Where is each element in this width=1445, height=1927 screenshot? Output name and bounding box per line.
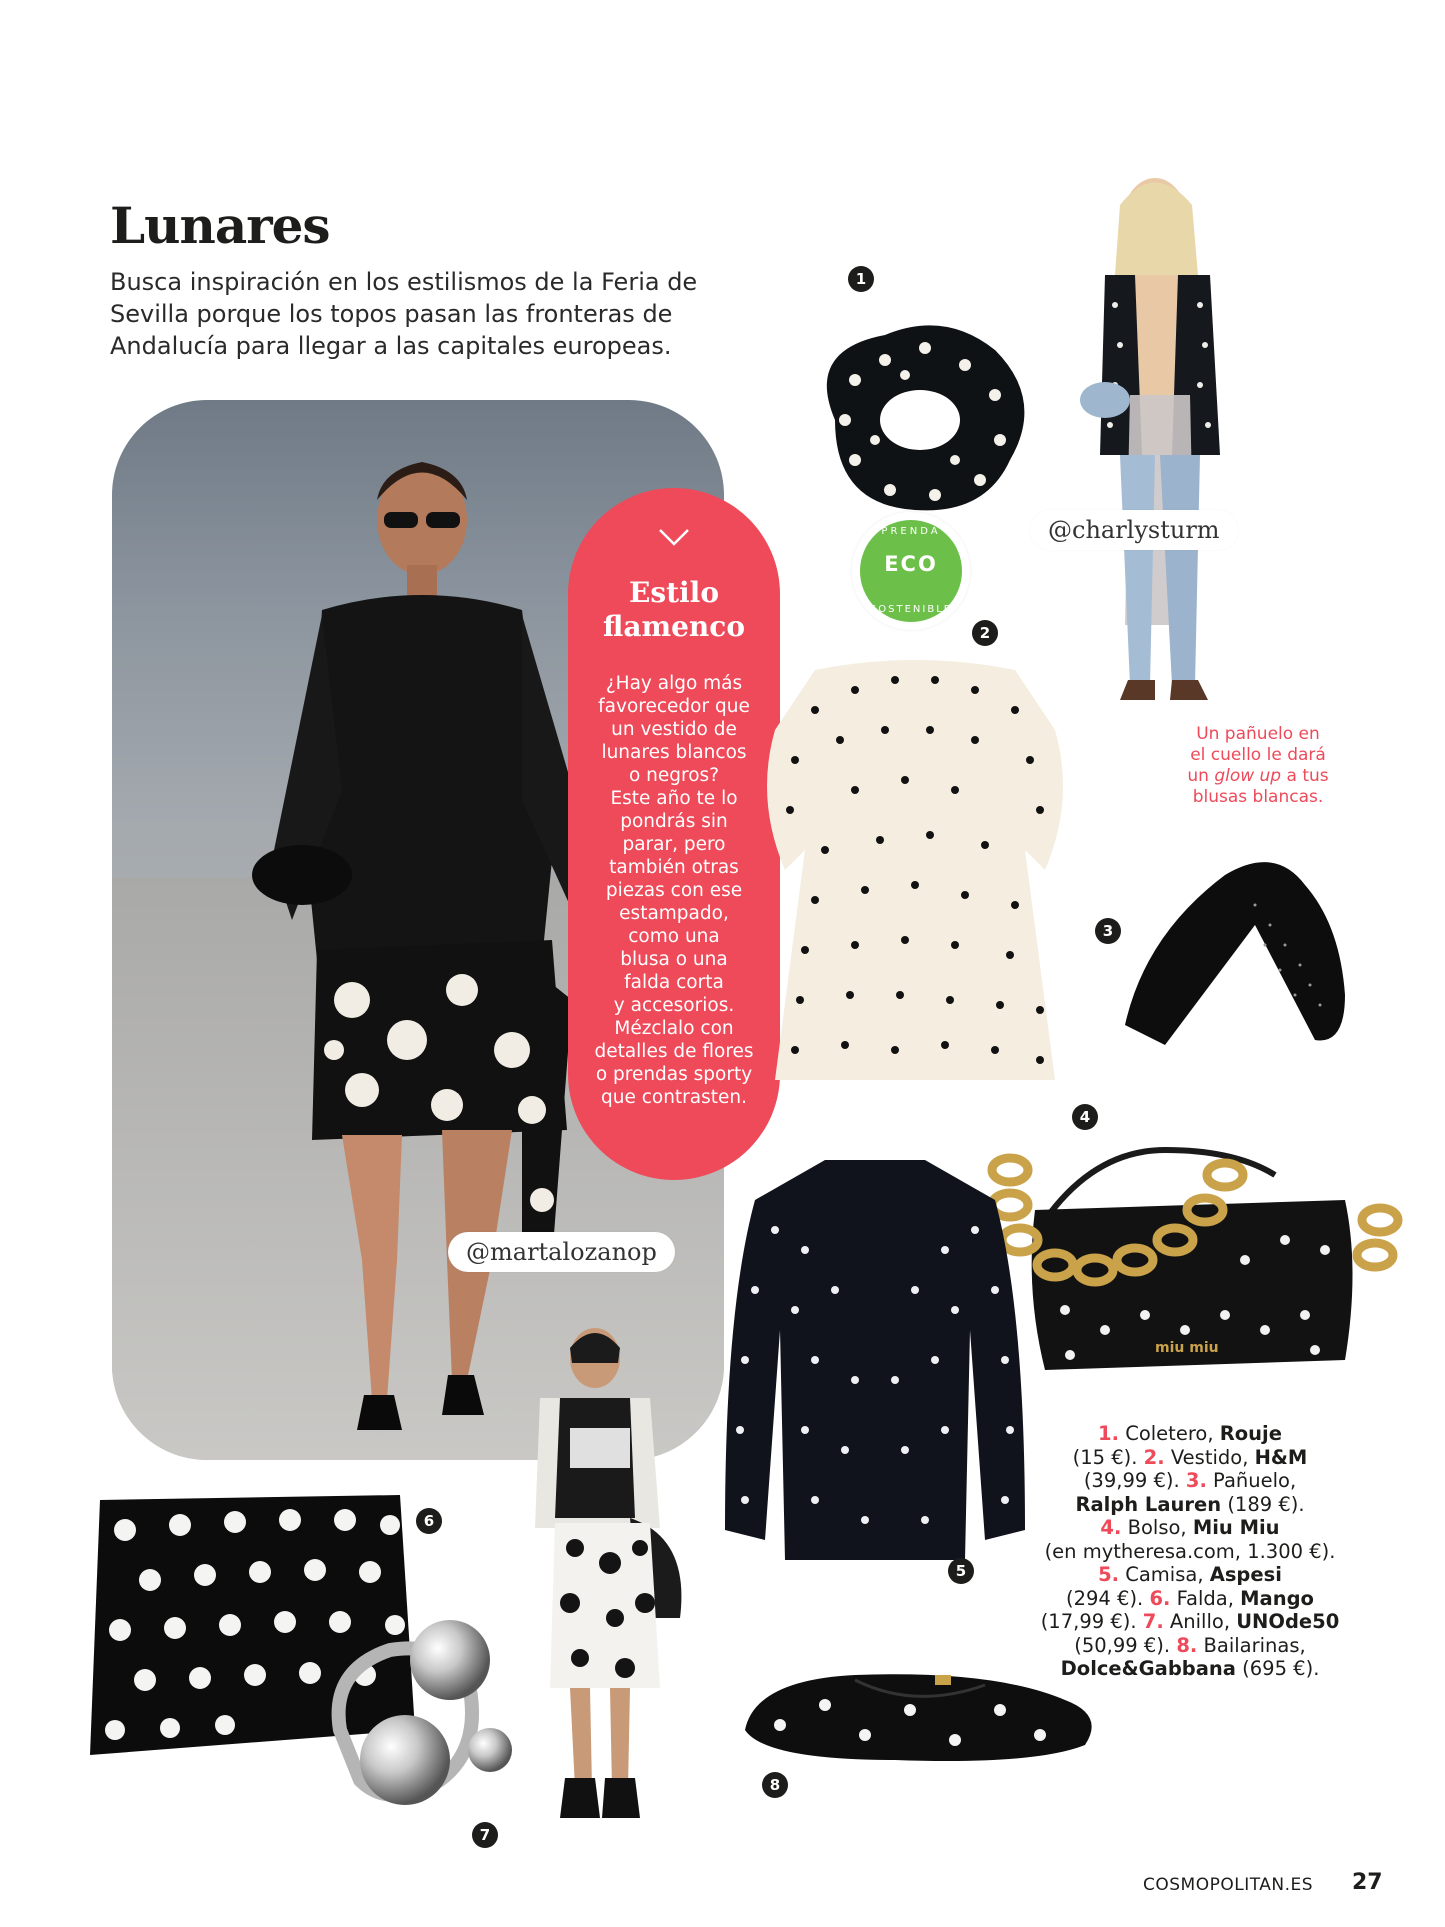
polka-dot-dress-image: [755, 650, 1075, 1090]
credit-text: Bolso,: [1121, 1516, 1193, 1539]
intro-line: Andalucía para llegar a las capitales europeas.: [110, 332, 672, 360]
credit-brand: Dolce&Gabbana: [1060, 1657, 1236, 1680]
sidebar-title-line: flamenco: [602, 610, 746, 643]
polka-dot-ballet-flats-image: [735, 1660, 1105, 1770]
eco-arc-bottom: SOSTENIBLE: [869, 604, 953, 615]
sidebar-line: Este año te lo: [610, 788, 738, 809]
credit-brand: Aspesi: [1209, 1563, 1282, 1586]
credit-number: 5.: [1098, 1563, 1120, 1586]
sidebar-line: parar, pero: [622, 834, 726, 855]
credit-number: 6.: [1149, 1586, 1171, 1610]
credit-number: 2.: [1143, 1445, 1165, 1469]
tip-text: [1174, 724, 1342, 808]
sidebar-body: [578, 672, 770, 1109]
polka-dot-scarf-image: [1105, 845, 1355, 1050]
sidebar-line: lunares blancos: [601, 742, 747, 763]
credit-text: (50,99 €).: [1074, 1633, 1177, 1657]
item-number-6: 6: [416, 1508, 442, 1534]
credit-number: 1.: [1098, 1422, 1120, 1445]
credits-line: [1030, 1563, 1350, 1587]
sidebar-line: un vestido de: [611, 719, 737, 740]
tip-line: blusas blancas.: [1192, 787, 1324, 807]
sidebar-line: blusa o una: [620, 949, 728, 970]
credit-text: Vestido,: [1164, 1445, 1255, 1469]
street-style-woman-photo: [500, 1318, 730, 1828]
sidebar-line: pondrás sin: [620, 811, 728, 832]
page-title: Lunares: [110, 196, 330, 255]
credit-number: 4.: [1100, 1516, 1122, 1539]
credits-line: [1030, 1540, 1350, 1564]
item-number-3: 3: [1095, 918, 1121, 944]
credit-text: (695 €).: [1235, 1657, 1320, 1680]
sidebar-line: que contrasten.: [600, 1087, 748, 1108]
page-number: 27: [1352, 1870, 1383, 1895]
polka-dot-blouse-image: [715, 1150, 1035, 1570]
credit-text: Bailarinas,: [1197, 1633, 1306, 1657]
handle-martalozanop: @martalozanop: [448, 1232, 675, 1272]
item-number-4: 4: [1072, 1104, 1098, 1130]
tip-line: Un pañuelo en: [1196, 724, 1320, 744]
sidebar-line: favorecedor que: [598, 696, 750, 717]
tip-text-part: un: [1187, 766, 1215, 786]
intro-line: Sevilla porque los topos pasan las fronteras de: [110, 300, 673, 328]
credit-text: (39,99 €).: [1083, 1469, 1186, 1492]
credits-line: [1030, 1469, 1350, 1493]
credits-line: [1030, 1634, 1350, 1658]
polka-dot-scrunchie-image: [795, 310, 1045, 530]
credit-brand: Rouje: [1219, 1422, 1282, 1445]
credit-text: (17,99 €).: [1040, 1610, 1143, 1633]
item-number-7: 7: [472, 1822, 498, 1848]
sidebar-line: piezas con ese: [605, 880, 743, 901]
credits-line: [1030, 1446, 1350, 1470]
product-credits: [1030, 1422, 1350, 1681]
sidebar-line: como una: [628, 926, 720, 947]
intro-text: [110, 266, 710, 362]
footer-site: COSMOPOLITAN.ES: [1143, 1875, 1314, 1895]
tip-text-part: a tus: [1281, 766, 1329, 786]
item-number-8: 8: [762, 1772, 788, 1798]
chevron-down-icon: [658, 528, 690, 548]
sidebar-line: también otras: [609, 857, 739, 878]
credit-text: (en mytheresa.com, 1.300 €).: [1044, 1539, 1336, 1563]
credit-text: (189 €).: [1221, 1492, 1305, 1516]
tip-line: [1174, 766, 1342, 787]
credit-brand: Miu Miu: [1192, 1516, 1280, 1539]
credit-text: Pañuelo,: [1206, 1469, 1297, 1492]
credit-text: Camisa,: [1119, 1563, 1210, 1586]
credit-brand: Ralph Lauren: [1075, 1492, 1222, 1516]
credit-text: (294 €).: [1066, 1586, 1150, 1610]
sidebar-line: detalles de flores: [594, 1041, 754, 1062]
sidebar-line: y accesorios.: [613, 995, 735, 1016]
sidebar-line: falda corta: [624, 972, 724, 993]
credit-brand: Mango: [1240, 1586, 1314, 1610]
silver-sphere-ring-image: [300, 1610, 530, 1840]
credits-line: [1030, 1422, 1350, 1446]
credit-number: 8.: [1176, 1633, 1198, 1657]
credits-line: [1030, 1587, 1350, 1611]
eco-badge: [852, 512, 970, 630]
credits-line: [1030, 1493, 1350, 1517]
sidebar-line: Mézclalo con: [614, 1018, 734, 1039]
credit-text: Falda,: [1170, 1586, 1241, 1610]
credits-line: [1030, 1610, 1350, 1634]
handle-charlysturm: @charlysturm: [1030, 510, 1238, 550]
sidebar-line: estampado,: [619, 903, 729, 924]
credit-brand: H&M: [1254, 1445, 1308, 1469]
credit-text: Anillo,: [1163, 1610, 1237, 1633]
sidebar-title: [568, 576, 780, 644]
svg-text:miu miu: miu miu: [1155, 1340, 1219, 1356]
item-number-1: 1: [848, 266, 874, 292]
sidebar-line: o negros?: [628, 765, 720, 786]
miu-miu-polka-dot-bag-image: [975, 1130, 1425, 1380]
credit-text: Coletero,: [1119, 1422, 1220, 1445]
eco-arc-top: PRENDA: [881, 526, 941, 537]
eco-label: ECO: [884, 552, 938, 576]
tip-emphasis: glow up: [1214, 766, 1282, 786]
sidebar-estilo-flamenco: [568, 488, 780, 1180]
item-number-5: 5: [948, 1558, 974, 1584]
credit-text: (15 €).: [1072, 1445, 1144, 1469]
intro-line: Busca inspiración en los estilismos de la Feria de: [110, 268, 698, 296]
sidebar-line: ¿Hay algo más: [605, 673, 743, 694]
charlysturm-street-photo: [1060, 165, 1260, 720]
tip-line: el cuello le dará: [1190, 745, 1326, 765]
credit-number: 7.: [1142, 1610, 1164, 1633]
credits-line: [1030, 1516, 1350, 1540]
item-number-2: 2: [972, 620, 998, 646]
credit-number: 3.: [1185, 1469, 1207, 1492]
sidebar-title-line: Estilo: [629, 576, 719, 609]
sidebar-line: o prendas sporty: [595, 1064, 753, 1085]
credit-brand: UNOde50: [1236, 1610, 1340, 1633]
